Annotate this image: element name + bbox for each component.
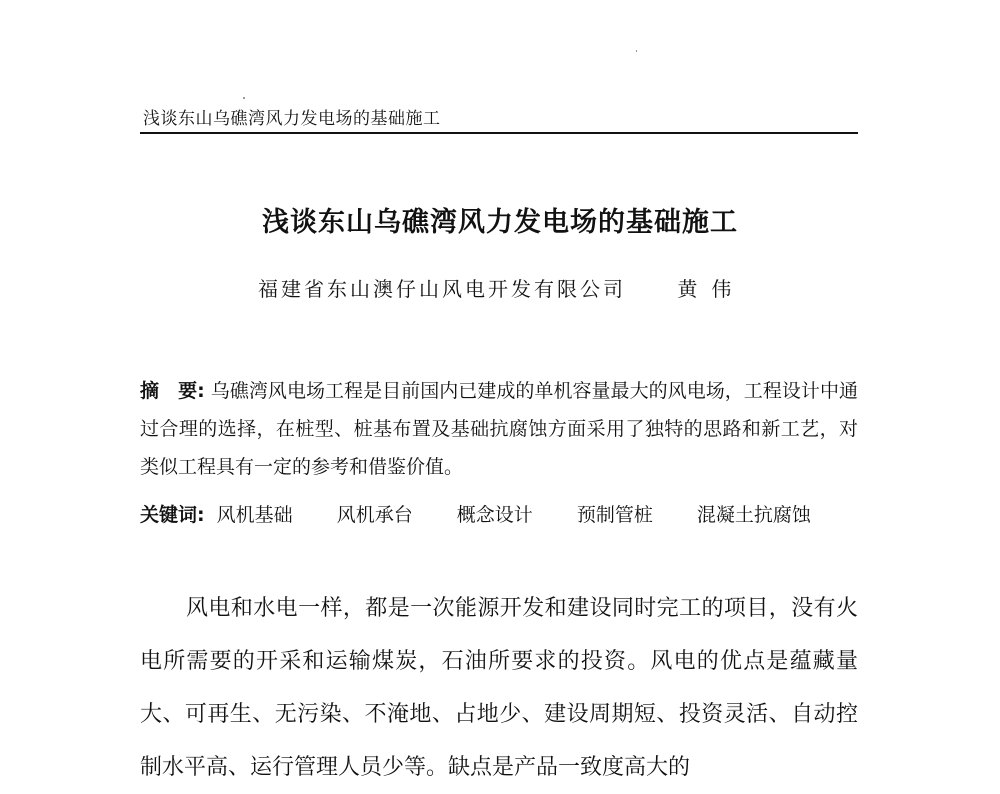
keyword-item: 概念设计 xyxy=(456,504,533,526)
scan-speck xyxy=(243,97,245,99)
keywords xyxy=(140,496,858,534)
scan-speck xyxy=(636,50,637,52)
keywords-label: 关键词: xyxy=(140,504,205,526)
body-paragraph: 风电和水电一样，都是一次能源开发和建设同时完工的项目，没有火电所需要的开采和运输煤炭，石油所要求的投资。风电的优点是蕴藏量大、可再生、无污染、不淹地、占地少、建设周期短、投资灵活、自动控制水平高、运行管理人员少等。缺点是产品一致度高大的 xyxy=(140,596,858,780)
keyword-item: 风机基础 xyxy=(216,504,293,526)
abstract-text: 乌礁湾风电场工程是目前国内已建成的单机容量最大的风电场，工程设计中通过合理的选择，在桩型、桩基布置及基础抗腐蚀方面采用了独特的思路和新工艺，对类似工程具有一定的参考和借鉴价值。 xyxy=(140,380,858,478)
article-title: 浅谈东山乌礁湾风力发电场的基础施工 xyxy=(262,207,738,238)
running-header: 浅谈东山乌礁湾风力发电场的基础施工 xyxy=(143,109,441,129)
abstract xyxy=(140,372,858,486)
keyword-item: 混凝土抗腐蚀 xyxy=(696,504,811,526)
keyword-item: 预制管桩 xyxy=(576,504,653,526)
header-rule xyxy=(140,132,858,134)
byline xyxy=(258,273,745,302)
keyword-item: 风机承台 xyxy=(336,504,413,526)
author-name: 黄伟 xyxy=(677,277,746,301)
affiliation: 福建省东山澳仔山风电开发有限公司 xyxy=(258,277,626,301)
abstract-label: 摘 要: xyxy=(140,380,205,402)
